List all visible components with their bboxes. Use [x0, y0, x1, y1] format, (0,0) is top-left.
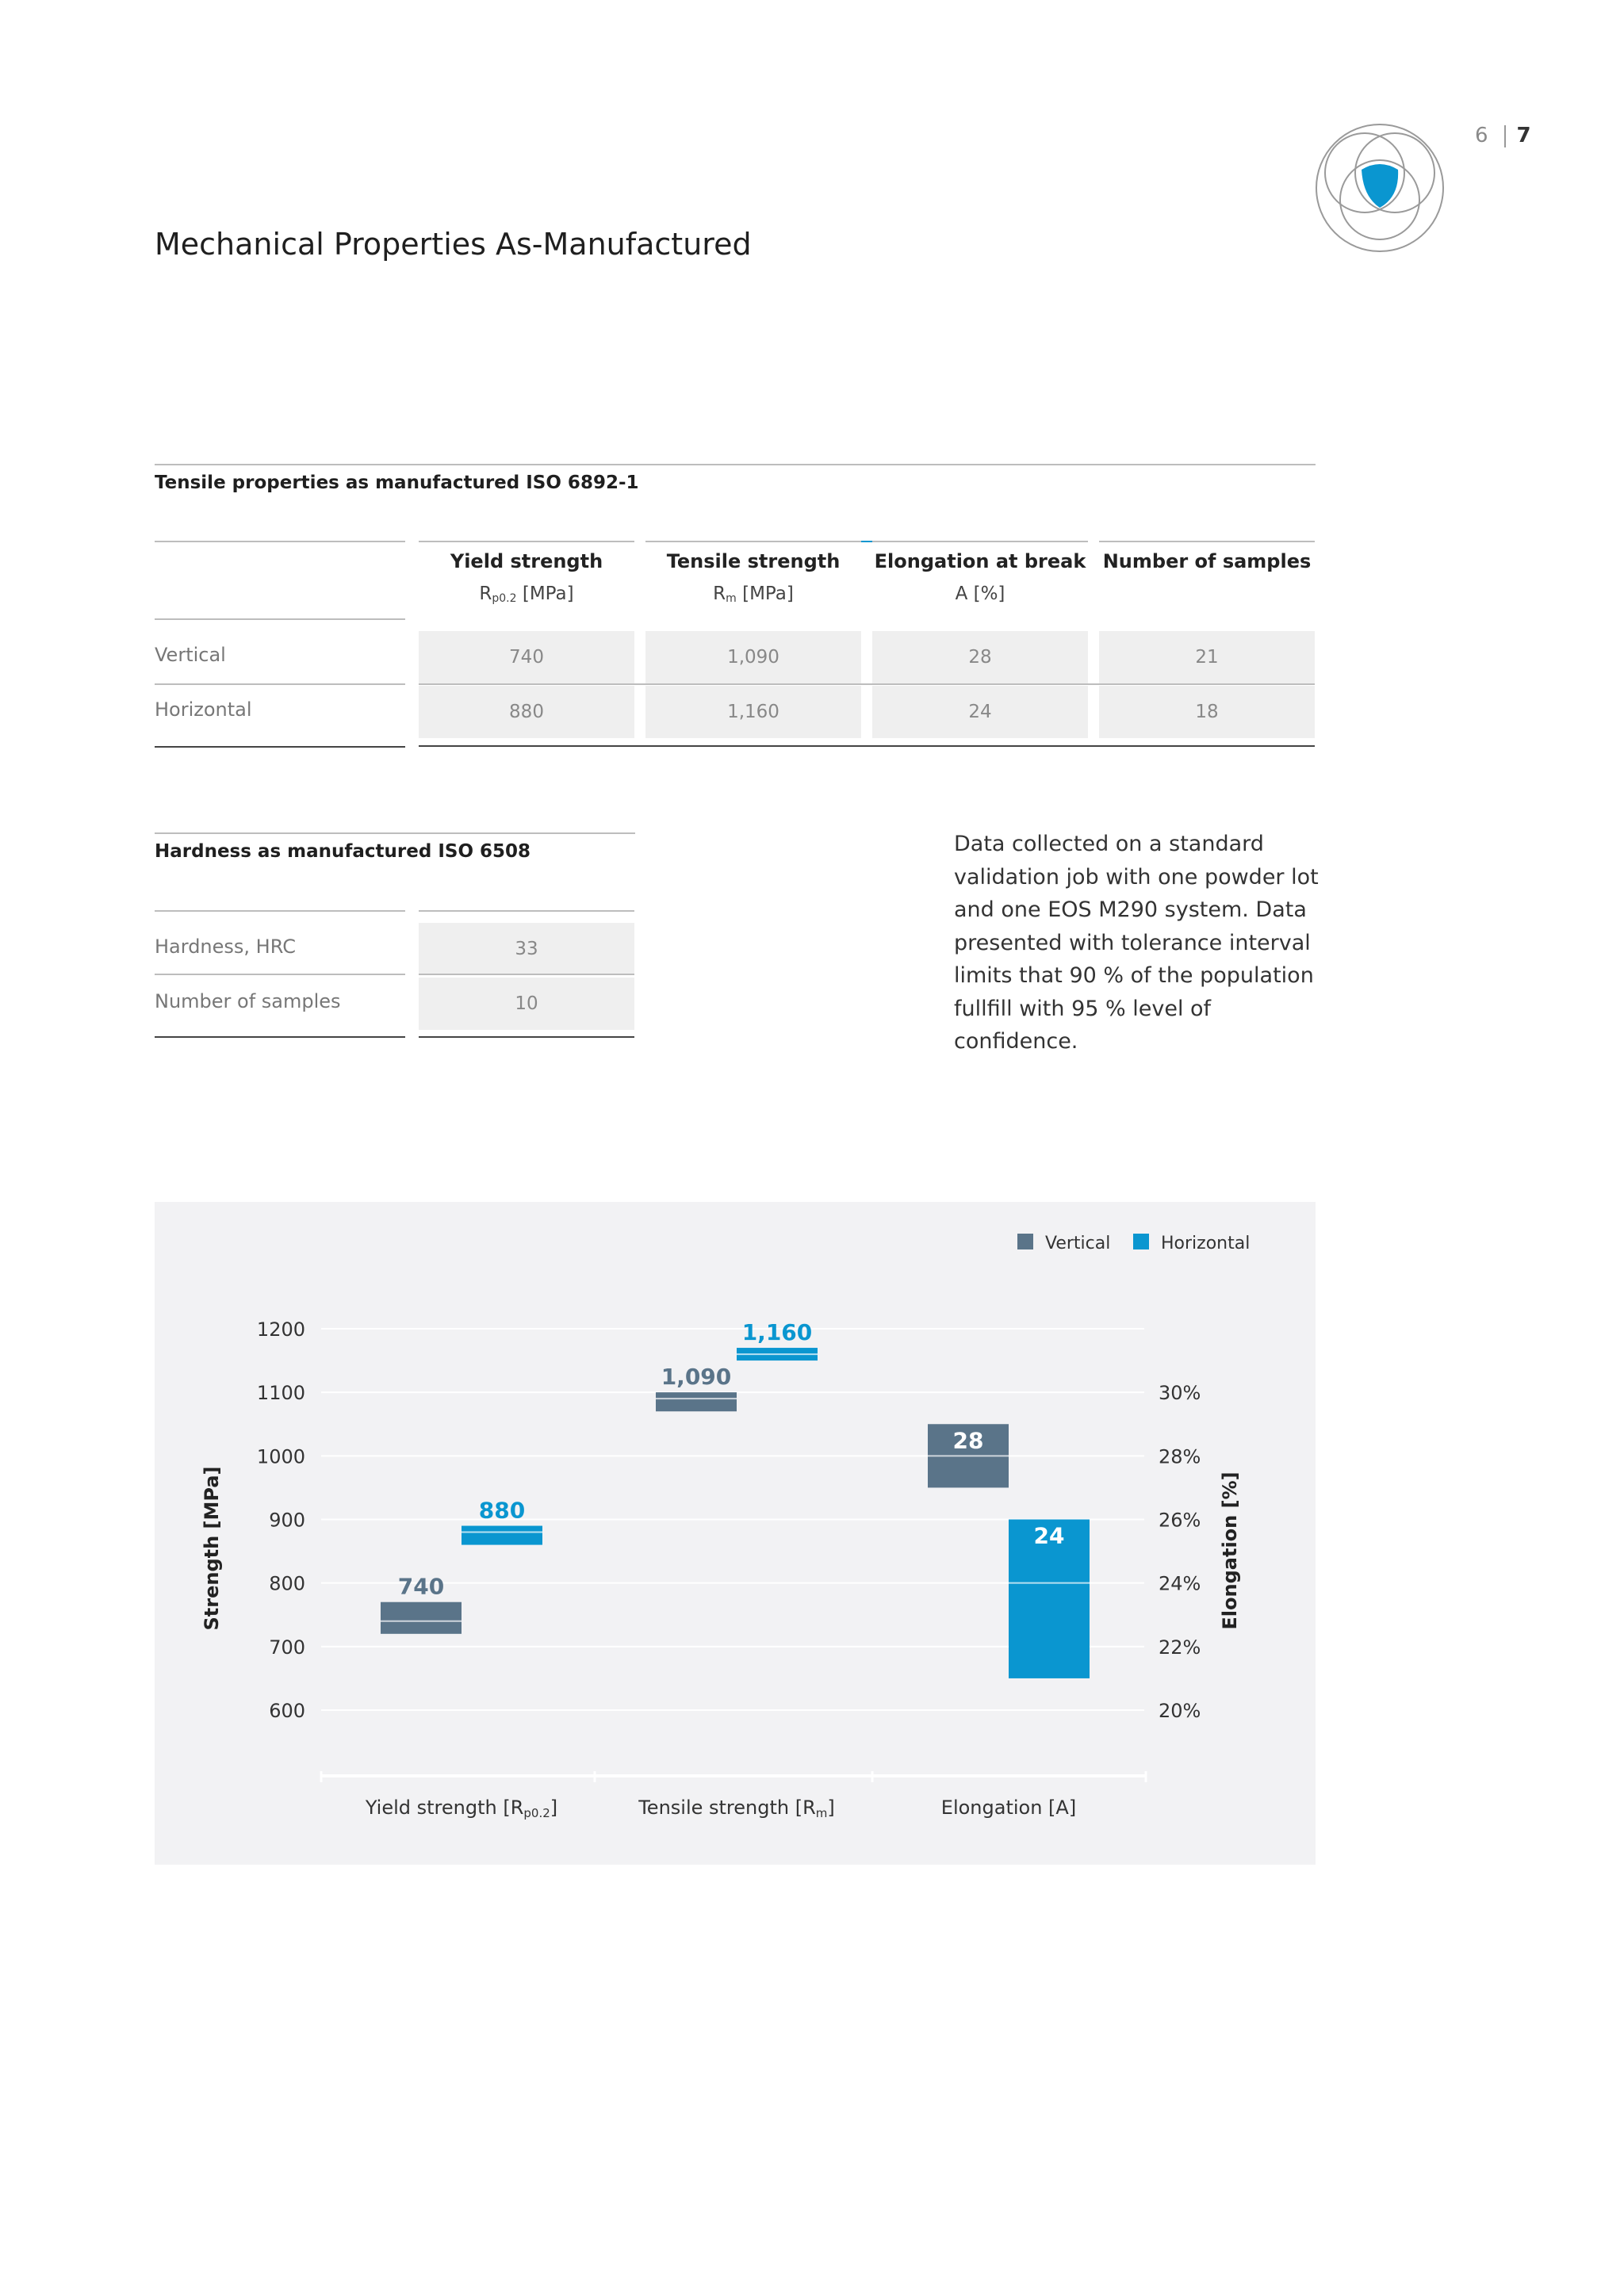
column-unit-tensile — [646, 584, 860, 605]
y-tick-label: 600 — [269, 1700, 305, 1722]
page-number — [1475, 124, 1533, 147]
divider — [861, 541, 872, 542]
unit-text: R — [479, 584, 492, 604]
y-tick-label: 1000 — [256, 1445, 305, 1468]
unit-text: A [%] — [955, 584, 1005, 604]
y2-tick-label: 28% — [1159, 1445, 1201, 1468]
y-tick-label: 700 — [269, 1636, 305, 1659]
table-cell: 880 — [419, 686, 634, 738]
y2-axis-label: Elongation [%] — [1219, 1471, 1241, 1630]
y-tick-label: 1200 — [256, 1318, 305, 1341]
y-tick-label: 900 — [269, 1509, 305, 1532]
page-number-separator — [1504, 125, 1506, 147]
divider — [419, 910, 634, 912]
chart-panel — [155, 1202, 1316, 1865]
divider — [155, 541, 405, 542]
y2-tick-label: 22% — [1159, 1636, 1201, 1659]
divider — [419, 541, 634, 542]
data-label: 28 — [952, 1427, 984, 1454]
row-label-vertical: Vertical — [155, 644, 226, 666]
table-cell: 10 — [419, 978, 634, 1030]
column-unit-yield — [419, 584, 634, 605]
table-cell: 740 — [419, 631, 634, 683]
divider — [155, 1036, 405, 1038]
divider — [155, 746, 405, 748]
table-cell: 1,090 — [645, 631, 861, 683]
divider — [419, 974, 634, 975]
data-label: 1,160 — [741, 1319, 813, 1346]
divider — [872, 541, 1088, 542]
column-header-elongation: Elongation at break — [874, 550, 1086, 572]
unit-text: [MPa] — [736, 584, 794, 604]
divider — [419, 1036, 634, 1038]
divider — [155, 683, 405, 685]
divider — [419, 683, 1315, 685]
tensile-table-title: Tensile properties as manufactured ISO 6892-1 — [155, 473, 639, 493]
strength-elongation-chart — [155, 1202, 1316, 1865]
data-label: 1,090 — [661, 1364, 732, 1391]
x-tick-label: Yield strength [Rp0.2] — [365, 1797, 558, 1820]
column-header-samples: Number of samples — [1102, 550, 1312, 572]
divider — [1099, 541, 1315, 542]
column-header-yield: Yield strength — [450, 550, 603, 572]
column-header-tensile: Tensile strength — [666, 550, 841, 572]
divider — [155, 464, 1316, 465]
unit-subscript: p0.2 — [492, 592, 517, 605]
y2-tick-label: 26% — [1159, 1509, 1201, 1532]
divider — [155, 618, 405, 620]
y-tick-label: 1100 — [256, 1382, 305, 1405]
page-title: Mechanical Properties As-Manufactured — [155, 227, 752, 262]
row-label-horizontal: Horizontal — [155, 698, 252, 721]
row-label-hardness: Hardness, HRC — [155, 936, 296, 958]
page-number-current: 7 — [1516, 124, 1533, 147]
divider — [419, 745, 1315, 747]
y2-tick-label: 20% — [1159, 1700, 1201, 1722]
brand-logo-icon — [1312, 121, 1447, 255]
table-cell: 21 — [1099, 631, 1315, 683]
bar-vertical — [656, 1392, 737, 1411]
divider — [155, 974, 405, 975]
table-cell: 18 — [1099, 686, 1315, 738]
x-tick-label: Elongation [A] — [940, 1797, 1077, 1819]
page-number-prev: 6 — [1475, 124, 1490, 147]
bar-horizontal — [462, 1526, 542, 1545]
data-label: 24 — [1033, 1522, 1065, 1549]
data-label: 740 — [397, 1573, 445, 1600]
legend-swatch-vertical — [1017, 1234, 1033, 1249]
divider — [155, 832, 635, 834]
x-tick-label: Tensile strength [Rm] — [638, 1797, 835, 1820]
divider — [645, 541, 861, 542]
legend-swatch-horizontal — [1133, 1234, 1149, 1249]
bar-vertical — [381, 1602, 462, 1634]
table-cell: 1,160 — [645, 686, 861, 738]
unit-subscript: m — [726, 592, 737, 605]
divider — [155, 910, 405, 912]
hardness-table-title: Hardness as manufactured ISO 6508 — [155, 841, 531, 862]
unit-text: [MPa] — [516, 584, 574, 604]
unit-text: R — [713, 584, 726, 604]
column-unit-elongation — [873, 584, 1087, 604]
legend-label-vertical: Vertical — [1045, 1234, 1111, 1253]
y2-tick-label: 30% — [1159, 1382, 1201, 1405]
table-cell: 33 — [419, 923, 634, 975]
y-axis-label: Strength [MPa] — [201, 1466, 223, 1631]
table-cell: 28 — [872, 631, 1088, 683]
data-label: 880 — [478, 1497, 526, 1524]
row-label-samples: Number of samples — [155, 990, 341, 1012]
legend-label-horizontal: Horizontal — [1161, 1234, 1251, 1253]
y-tick-label: 800 — [269, 1572, 305, 1595]
data-note: Data collected on a standard validation job with one powder lot and one EOS M290 system. Data presented with tolerance interval limits that 90 % of the population fullfill with 95 % level of confidence. — [954, 832, 1319, 1054]
y2-tick-label: 24% — [1159, 1572, 1201, 1595]
table-cell: 24 — [872, 686, 1088, 738]
